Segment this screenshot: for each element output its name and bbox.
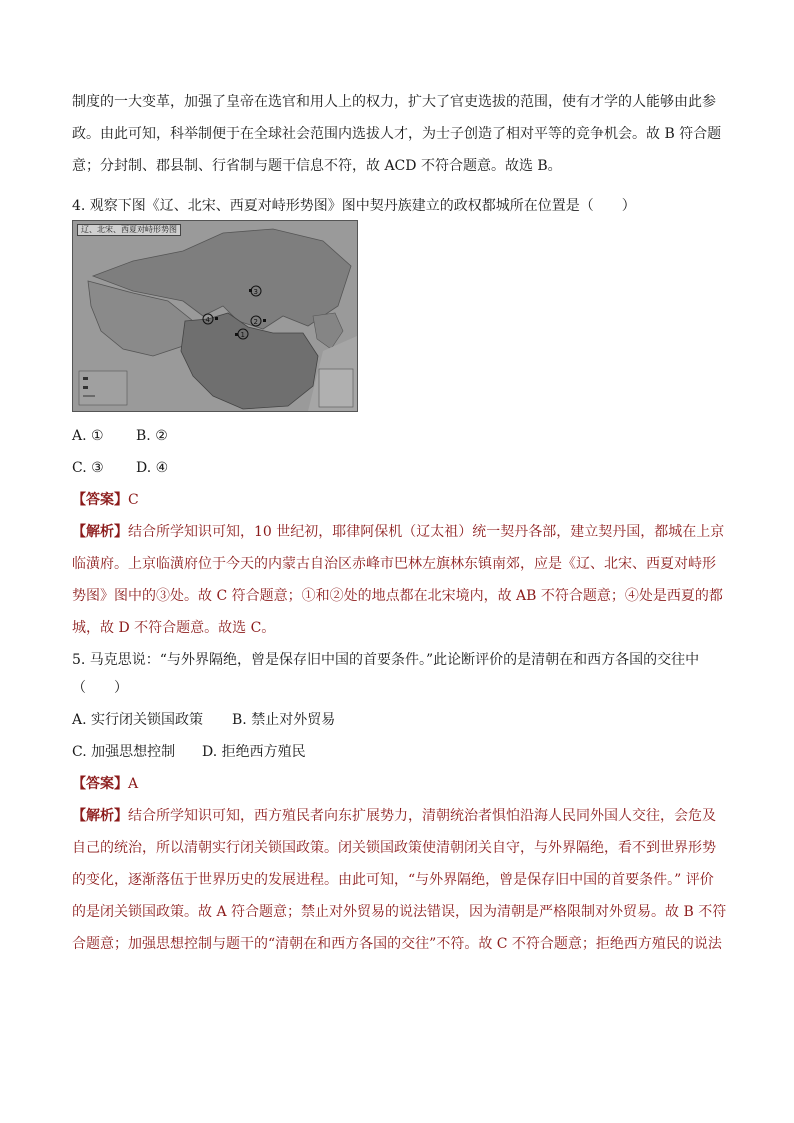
question-4-stem: 4. 观察下图《辽、北宋、西夏对峙形势图》图中契丹族建立的政权都城所在位置是（ ） <box>72 198 636 214</box>
answer-label: 【答案】 <box>72 492 128 508</box>
prev-analysis-line-1: 制度的一大变革，加强了皇帝在选官和用人上的权力，扩大了官吏选拔的范围，使有才学的人能够由此参 <box>72 94 716 110</box>
question-4-analysis-line-4: 城，故 D 不符合题意。故选 C。 <box>72 620 276 636</box>
question-4-option-d[interactable]: D. ④ <box>136 460 169 476</box>
question-5-option-c[interactable]: C. 加强思想控制 <box>72 744 176 760</box>
question-4-options-ab <box>72 426 726 446</box>
question-4-analysis-line-1 <box>72 522 726 542</box>
question-5-analysis-line-4: 的是闭关锁国政策。故 A 符合题意；禁止对外贸易的说法错误，因为清朝是严格限制对外贸易。故 B 不符 <box>72 904 727 920</box>
svg-text:1: 1 <box>240 331 245 339</box>
prev-analysis-line-2: 政。由此可知，科举制便于在全球社会范围内选拔人才，为士子创造了相对平等的竞争机会。故 B 符合题 <box>72 126 722 142</box>
question-4-analysis-line-3: 势图》图中的③处。故 C 符合题意；①和②处的地点都在北宋境内，故 AB 不符合题意；④处是西夏的都 <box>72 588 723 604</box>
question-4-option-a[interactable]: A. ① <box>72 428 104 444</box>
question-5-stem-line-1: 5. 马克思说：“与外界隔绝，曾是保存旧中国的首要条件。”此论断评价的是清朝在和西方各国的交往中 <box>72 652 700 668</box>
map-title: 辽、北宋、西夏对峙形势图 <box>77 224 181 236</box>
question-4-answer <box>72 490 726 510</box>
map-graphic <box>73 221 357 411</box>
question-5-analysis-line-2: 自己的统治，所以清朝实行闭关锁国政策。闭关锁国政策使清朝闭关自守，与外界隔绝，看不到世界形势 <box>72 840 716 856</box>
document-page <box>72 92 726 954</box>
question-5-options-cd <box>72 742 726 762</box>
svg-text:3: 3 <box>253 288 258 296</box>
answer-value: A <box>128 776 139 792</box>
question-5-stem-line-2: （ ） <box>72 680 128 696</box>
question-5-answer <box>72 774 726 794</box>
question-5-option-a[interactable]: A. 实行闭关锁国政策 <box>72 712 204 728</box>
analysis-label: 【解析】 <box>72 808 128 824</box>
question-5-analysis-line-5: 合题意；加强思想控制与题干的“清朝在和西方各国的交往”不符。故 C 不符合题意；拒绝西方殖民的说法 <box>72 936 722 952</box>
question-4-options-cd <box>72 458 726 478</box>
svg-text:4: 4 <box>205 316 210 324</box>
analysis-text: 结合所学知识可知，10 世纪初，耶律阿保机（辽太祖）统一契丹各部，建立契丹国，都城在上京 <box>128 524 725 540</box>
analysis-text: 结合所学知识可知，西方殖民者向东扩展势力，清朝统治者惧怕沿海人民同外国人交往，会危及 <box>128 808 716 824</box>
question-5-analysis-line-3: 的变化，逐渐落伍于世界历史的发展进程。由此可知，“与外界隔绝，曾是保存旧中国的首要条件。” 评价 <box>72 872 714 888</box>
question-5-options-ab <box>72 710 726 730</box>
question-4-option-b[interactable]: B. ② <box>136 428 168 444</box>
answer-label: 【答案】 <box>72 776 128 792</box>
liao-song-xixia-map <box>72 220 358 412</box>
question-4-analysis-line-2: 临潢府。上京临潢府位于今天的内蒙古自治区赤峰市巴林左旗林东镇南郊，应是《辽、北宋、西夏对峙形 <box>72 556 716 572</box>
answer-value: C <box>128 492 139 508</box>
question-5-option-b[interactable]: B. 禁止对外贸易 <box>232 712 336 728</box>
analysis-label: 【解析】 <box>72 524 128 540</box>
prev-analysis-line-3: 意；分封制、郡县制、行省制与题干信息不符，故 ACD 不符合题意。故选 B。 <box>72 158 562 174</box>
question-5-analysis-line-1 <box>72 806 726 826</box>
question-4-option-c[interactable]: C. ③ <box>72 460 104 476</box>
svg-text:2: 2 <box>253 318 258 326</box>
question-5-option-d[interactable]: D. 拒绝西方殖民 <box>202 744 306 760</box>
